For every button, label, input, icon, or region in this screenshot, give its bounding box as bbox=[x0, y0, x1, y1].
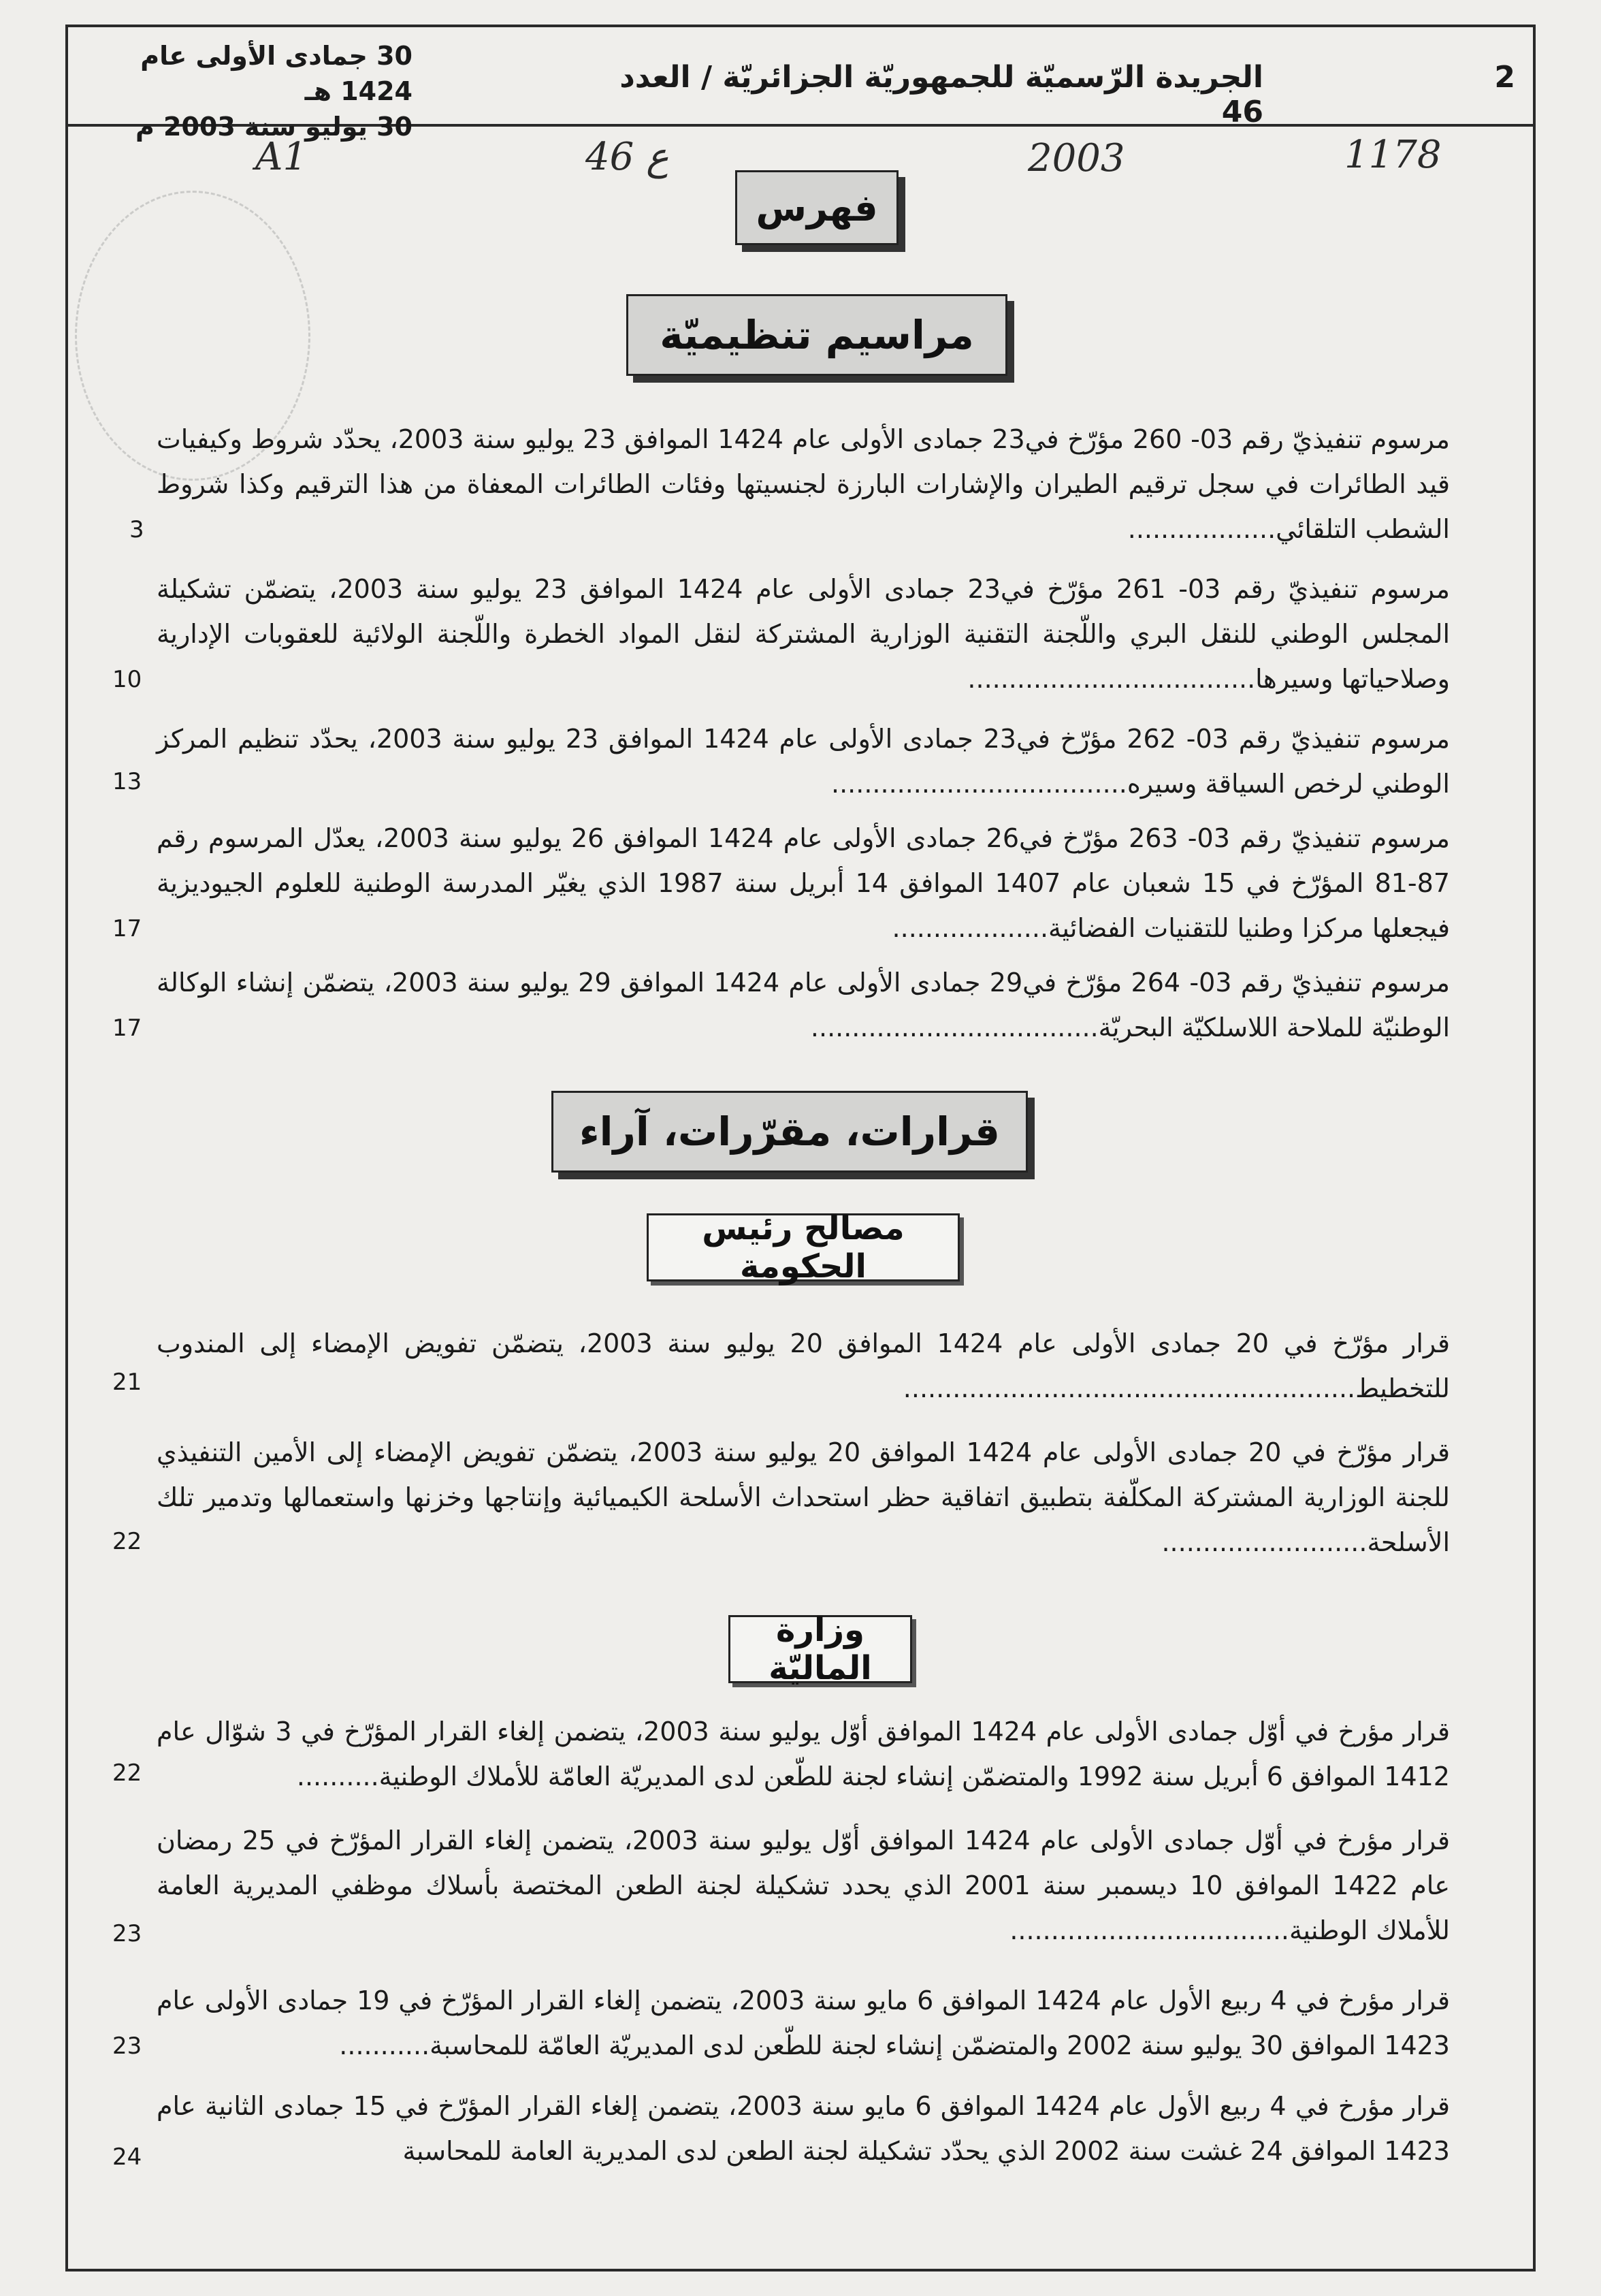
entry-page: 10 bbox=[112, 666, 142, 693]
hijri-date: 30 جمادى الأولى عام 1424 هـ bbox=[140, 41, 413, 106]
entry-text: مرسوم تنفيذيّ رقم 03- 264 مؤرّخ في29 جمادى الأولى عام 1424 الموافق 29 يوليو سنة 2003، يتضمّن إنشاء الوكالة الوطنيّة للملاحة اللاسلكيّة البحريّة................................... bbox=[157, 968, 1450, 1042]
entry-page: 24 bbox=[112, 2143, 142, 2171]
index-entry bbox=[157, 1709, 1450, 1799]
entry-text: مرسوم تنفيذيّ رقم 03- 261 مؤرّخ في23 جمادى الأولى عام 1424 الموافق 23 يوليو سنة 2003، يتضمّن تشكيلة المجلس الوطني للنقل البري واللّجنة التقنية الوزارية المشتركة لنقل المواد الخطرة واللّجنة الولائية للعقوبات الإدارية وصلاحياتها وسيرها................................... bbox=[157, 574, 1450, 694]
entry-page: 22 bbox=[112, 1528, 142, 1555]
index-entry bbox=[157, 1818, 1450, 1953]
index-entry bbox=[157, 417, 1450, 552]
decisions-banner: قرارات، مقرّرات، آراء bbox=[551, 1091, 1028, 1173]
index-entry bbox=[157, 816, 1450, 951]
index-entry bbox=[157, 567, 1450, 701]
handwritten-b: 46 ع bbox=[585, 135, 669, 179]
entry-page: 23 bbox=[112, 2032, 142, 2060]
entry-page: 3 bbox=[129, 516, 144, 543]
entry-text: قرار مؤرّخ في 20 جمادى الأولى عام 1424 الموافق 20 يوليو سنة 2003، يتضمّن تفويض الإمضاء إلى المندوب للتخطيط....................................................... bbox=[157, 1328, 1451, 1403]
index-entry bbox=[157, 2084, 1450, 2173]
index-entry bbox=[157, 716, 1450, 806]
journal-title: الجريدة الرّسميّة للجمهوريّة الجزائريّة / العدد 46 bbox=[619, 60, 1263, 129]
entry-text: قرار مؤرّخ في 20 جمادى الأولى عام 1424 الموافق 20 يوليو سنة 2003، يتضمّن تفويض الإمضاء إلى الأمين التنفيذي للجنة الوزارية المشتركة المكلّفة بتطبيق اتفاقية حظر استحداث الأسلحة الكيميائية وإنتاجها وخزنها واستعمالها وتدمير تلك الأسلحة......................... bbox=[157, 1437, 1450, 1557]
entry-page: 17 bbox=[112, 1015, 142, 1042]
handwritten-c: 2003 bbox=[1028, 136, 1125, 180]
handwritten-a: A1 bbox=[255, 135, 308, 179]
index-banner: فهرس bbox=[735, 170, 899, 245]
entry-page: 23 bbox=[112, 1920, 142, 1947]
gregorian-date: 30 يوليو سنة 2003 م bbox=[135, 112, 413, 142]
entry-page: 17 bbox=[112, 915, 142, 942]
finance-ministry-banner: وزارة الماليّة bbox=[728, 1615, 912, 1683]
entry-text: مرسوم تنفيذيّ رقم 03- 262 مؤرّخ في23 جمادى الأولى عام 1424 الموافق 23 يوليو سنة 2003، يحدّد تنظيم المركز الوطني لرخص السياقة وسيره.................................... bbox=[157, 724, 1450, 799]
entry-text: قرار مؤرخ في أوّل جمادى الأولى عام 1424 الموافق أوّل يوليو سنة 2003، يتضمن إلغاء القرار المؤرّخ في 25 رمضان عام 1422 الموافق 10 ديسمبر سنة 2001 الذي يحدد تشكيلة لجنة الطعن المختصة بأسلاك موظفي المديرية العامة للأملاك الوطنية.................................. bbox=[157, 1825, 1451, 1945]
entry-text: مرسوم تنفيذيّ رقم 03- 263 مؤرّخ في26 جمادى الأولى عام 1424 الموافق 26 يوليو سنة 2003، يعدّل المرسوم رقم 87-81 المؤرّخ في 15 شعبان عام 1407 الموافق 14 أبريل سنة 1987 الذي يغيّر المدرسة الوطنية للعلوم الجيوديزية فيجعلها مركزا وطنيا للتقنيات الفضائية................... bbox=[157, 823, 1450, 943]
header bbox=[65, 25, 1536, 142]
entry-text: قرار مؤرخ في 4 ربيع الأول عام 1424 الموافق 6 مايو سنة 2003، يتضمن إلغاء القرار المؤرّخ في 15 جمادى الثانية عام 1423 الموافق 24 غشت سنة 2002 الذي يحدّد تشكيلة لجنة الطعن لدى المديرية العامة للمحاسبة bbox=[157, 2091, 1451, 2166]
index-entry bbox=[157, 1978, 1450, 2068]
entry-text: قرار مؤرخ في أوّل جمادى الأولى عام 1424 الموافق أوّل يوليو سنة 2003، يتضمن إلغاء القرار المؤرّخ في 3 شوّال عام 1412 الموافق 6 أبريل سنة 1992 والمتضمّن إنشاء لجنة للطّعن لدى المديريّة العامّة للأملاك الوطنية.......... bbox=[157, 1717, 1450, 1791]
entry-page: 21 bbox=[112, 1369, 142, 1396]
entry-page: 13 bbox=[112, 768, 142, 795]
handwritten-d: 1178 bbox=[1344, 133, 1442, 177]
entry-text: مرسوم تنفيذيّ رقم 03- 260 مؤرّخ في23 جمادى الأولى عام 1424 الموافق 23 يوليو سنة 2003، يحدّد شروط وكيفيات قيد الطائرات في سجل ترقيم الطيران والإشارات البارزة لجنسيتها وفئات الطائرات المعفاة من هذا الترقيم وكذا شروط الشطب التلقائي.................. bbox=[157, 424, 1450, 544]
index-entry bbox=[157, 1430, 1450, 1565]
pm-services-banner: مصالح رئيس الحكومة bbox=[647, 1213, 960, 1281]
page-number: 2 bbox=[1494, 60, 1515, 95]
index-entry bbox=[157, 960, 1450, 1050]
header-date bbox=[86, 38, 413, 144]
entry-page: 22 bbox=[112, 1759, 142, 1787]
decrees-banner: مراسيم تنظيميّة bbox=[626, 294, 1007, 376]
index-entry bbox=[157, 1321, 1450, 1411]
entry-text: قرار مؤرخ في 4 ربيع الأول عام 1424 الموافق 6 مايو سنة 2003، يتضمن إلغاء القرار المؤرّخ في 19 جمادى الأولى عام 1423 الموافق 30 يوليو سنة 2002 والمتضمّن إنشاء لجنة للطّعن لدى المديريّة العامّة للمحاسبة........... bbox=[157, 1986, 1451, 2060]
